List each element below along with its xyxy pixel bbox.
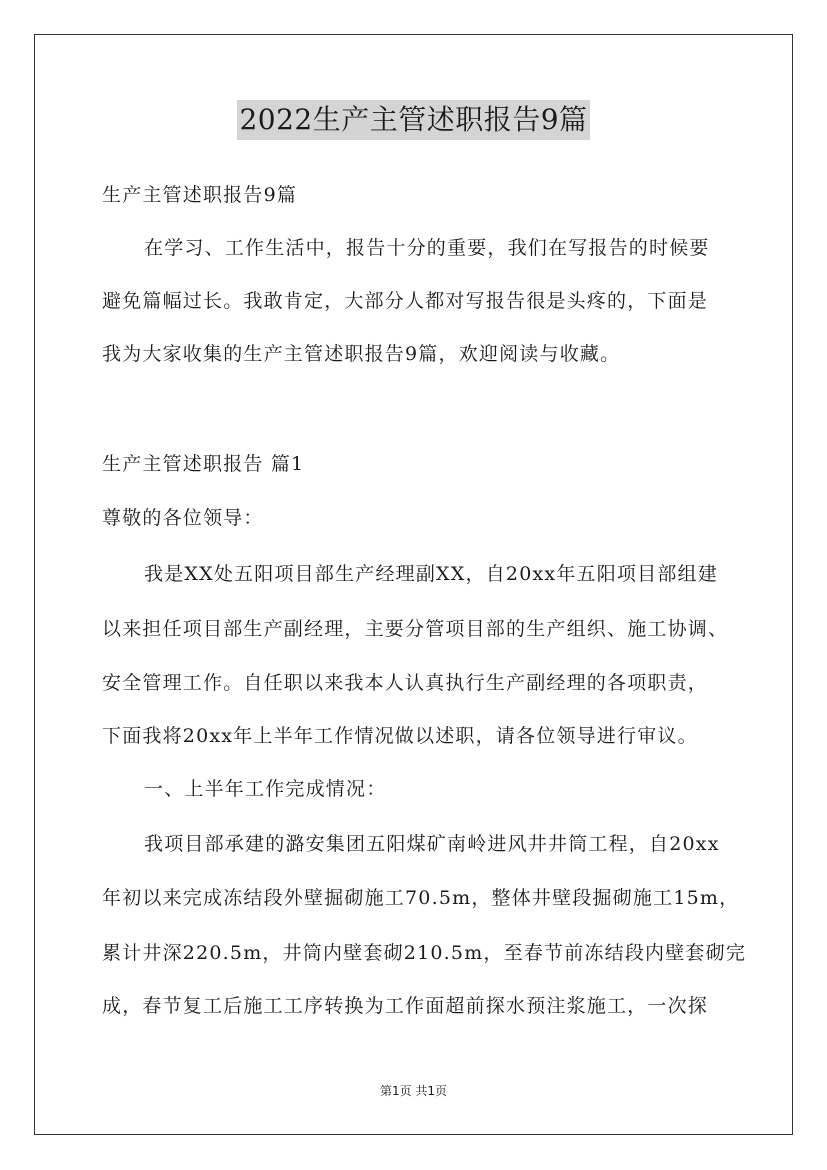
document-title: 2022生产主管述职报告9篇: [237, 100, 589, 140]
page-footer: 第1页 共1页: [379, 1084, 448, 1098]
salutation: 尊敬的各位领导：: [102, 507, 264, 529]
body-heading-1: 一、上半年工作完成情况：: [144, 778, 387, 800]
body-line-2: 以来担任项目部生产副经理，主要分管项目部的生产组织、施工协调、: [102, 618, 729, 640]
title-container: [0, 100, 827, 140]
body-line-1: 我是XX处五阳项目部生产经理副XX，自20xx年五阳项目部组建: [144, 563, 718, 585]
body-line-5: 我项目部承建的潞安集团五阳煤矿南岭进风井井筒工程，自20xx: [144, 833, 720, 855]
document-subtitle: 生产主管述职报告9篇: [102, 184, 298, 206]
body-line-8: 成，春节复工后施工工序转换为工作面超前探水预注浆施工，一次探: [102, 995, 709, 1017]
intro-line-1: 在学习、工作生活中，报告十分的重要，我们在写报告的时候要: [144, 237, 710, 259]
body-line-6: 年初以来完成冻结段外壁掘砌施工70.5m，整体井壁段掘砌施工15m，: [102, 887, 740, 909]
body-line-3: 安全管理工作。自任职以来我本人认真执行生产副经理的各项职责，: [102, 672, 709, 694]
intro-line-3: 我为大家收集的生产主管述职报告9篇，欢迎阅读与收藏。: [102, 343, 621, 365]
body-line-4: 下面我将20xx年上半年工作情况做以述职，请各位领导进行审议。: [102, 725, 698, 747]
intro-line-2: 避免篇幅过长。我敢肯定，大部分人都对写报告很是头疼的，下面是: [102, 290, 709, 312]
body-line-7: 累计井深220.5m，井筒内壁套砌210.5m，至春节前冻结段内壁套砌完: [102, 942, 747, 964]
section-heading: 生产主管述职报告 篇1: [102, 453, 305, 475]
